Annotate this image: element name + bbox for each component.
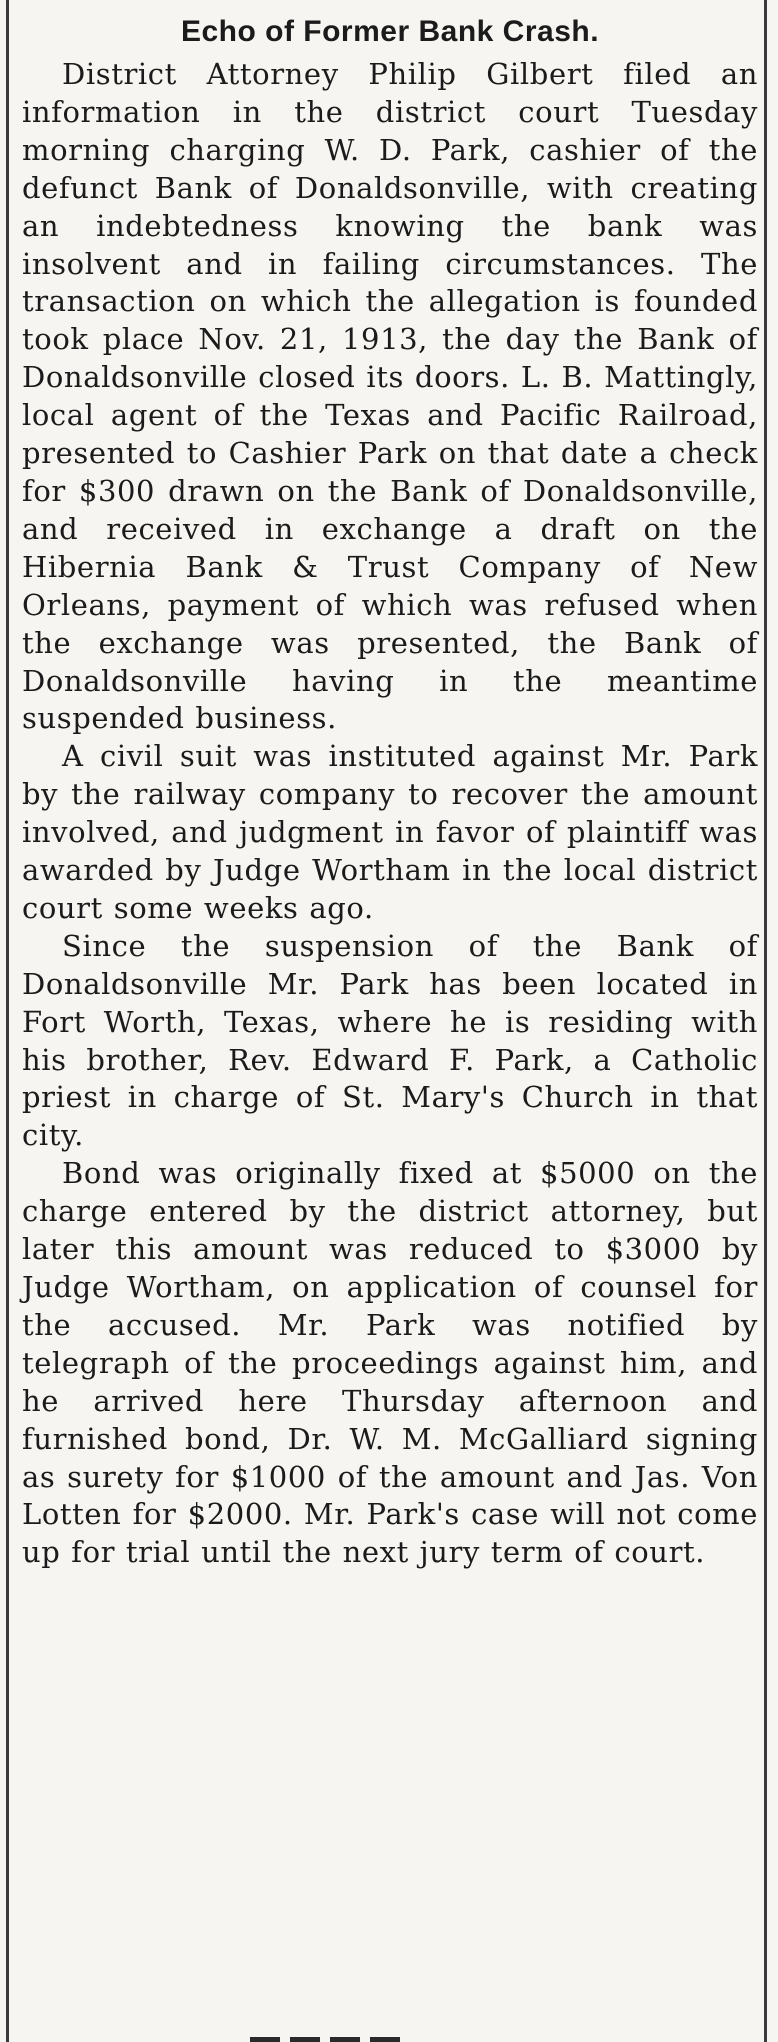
article-paragraph-1: District Attorney Philip Gilbert filed an information in the district court Tuesday morning charging W. D. Park, cashier of the defunct Bank of Donaldsonville, with creating an indebtedness knowing the bank was insolvent and in failing circumstances. The transaction on which the allegation is founded took place Nov. 21, 1913, the day the Bank of Donaldsonville closed its doors. L. B. Mattingly, local agent of the Texas and Pacific Railroad, presented to Cashier Park on that date a check for $300 drawn on the Bank of Donaldsonville, and received in exchange a draft on the Hibernia Bank & Trust Company of New Orleans, payment of which was refused when the exchange was presented, the Bank of Donaldsonville having in the meantime suspended business. <box>22 57 758 736</box>
article-paragraph-4: Bond was originally fixed at $5000 on the charge entered by the district attorney, but later this amount was reduced to $3000 by Judge Wortham, on application of counsel for the accused. Mr. Park was notified by telegraph of the proceedings against him, and he arrived here Thursday afternoon and furnished bond, Dr. W. M. McGalliard signing as surety for $1000 of the amount and Jas. Von Lotten for $2000. Mr. Park's case will not come up for trial until the next jury term of court. <box>22 1156 758 1570</box>
next-headline-fragment <box>250 2030 470 2042</box>
column-rule-right <box>764 0 767 2042</box>
news-article <box>22 8 758 1572</box>
column-rule-left <box>6 0 9 2042</box>
article-body <box>22 56 758 1572</box>
article-paragraph-3: Since the suspension of the Bank of Donaldsonville Mr. Park has been located in Fort Worth, Texas, where he is residing with his brother, Rev. Edward F. Park, a Catholic priest in charge of St. Mary's Church in that city. <box>22 928 758 1153</box>
article-paragraph-2: A civil suit was instituted against Mr. Park by the railway company to recover the amount involved, and judgment in favor of plaintiff was awarded by Judge Wortham in the local district court some weeks ago. <box>22 739 758 925</box>
article-headline: Echo of Former Bank Crash. <box>180 15 600 48</box>
